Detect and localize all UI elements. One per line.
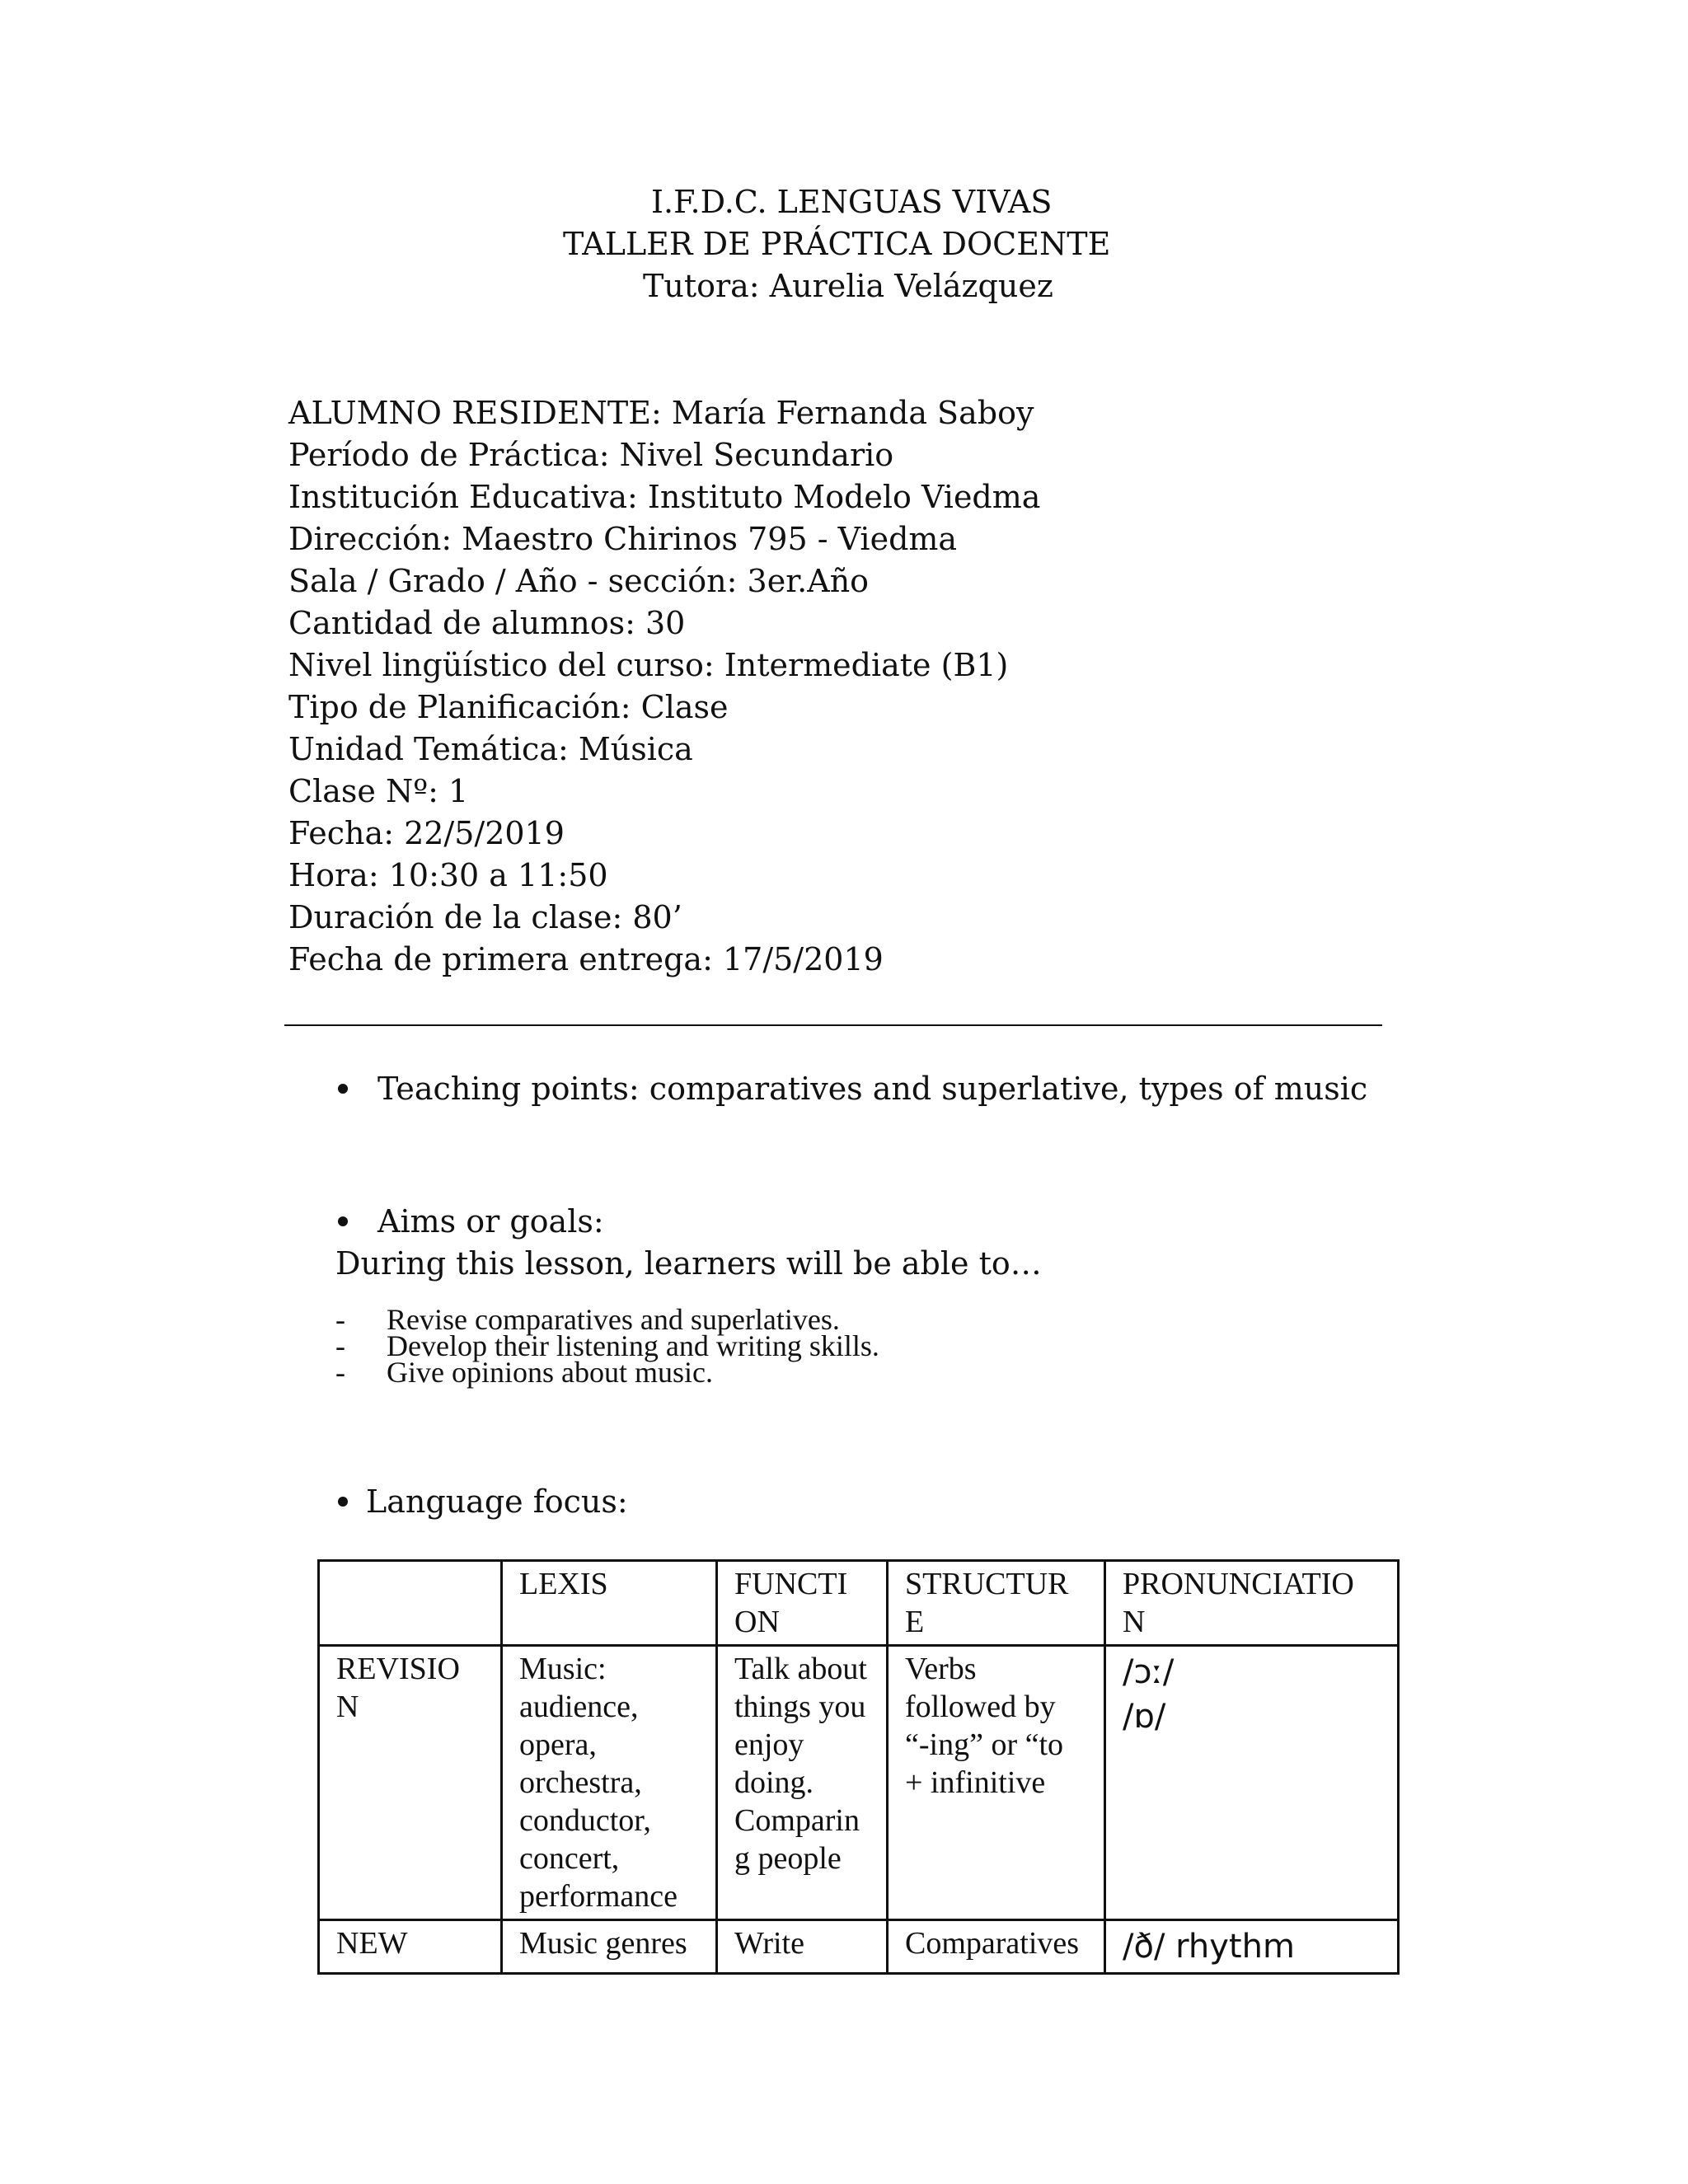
list-item: - Develop their listening and writing skills. <box>335 1329 879 1362</box>
header-cell-pronunciation: PRONUNCIATIO N <box>1105 1561 1399 1646</box>
cell-new-structure: Comparatives <box>888 1920 1105 1974</box>
info-unit: Unidad Temática: Música <box>288 731 693 767</box>
teaching-points-text: Teaching points: comparatives and superlative, types of music <box>377 1071 1368 1107</box>
horizontal-divider <box>284 1024 1382 1026</box>
header-cell-function: FUNCTI ON <box>717 1561 888 1646</box>
language-focus-heading: Language focus: <box>366 1483 628 1520</box>
aims-heading-item <box>338 1203 604 1240</box>
info-duration: Duración de la clase: 80’ <box>288 899 682 935</box>
list-item: - Revise comparatives and superlatives. <box>335 1303 840 1336</box>
aims-heading: Aims or goals: <box>377 1203 604 1240</box>
teaching-points-item <box>338 1071 1367 1107</box>
language-focus-table <box>317 1559 1400 1975</box>
institution-name: I.F.D.C. LENGUAS VIVAS <box>651 184 1053 220</box>
workshop-title: TALLER DE PRÁCTICA DOCENTE <box>563 226 1111 262</box>
row-label-new: NEW <box>319 1920 502 1974</box>
aims-list <box>335 1303 879 1389</box>
dash-icon: - <box>335 1356 345 1389</box>
table-row <box>319 1646 1399 1920</box>
info-level: Nivel lingüístico del curso: Intermediate (B1) <box>288 647 1009 683</box>
info-plan-type: Tipo de Planificación: Clase <box>288 689 729 725</box>
cell-revision-structure: Verbs followed by “-ing” or “to + infinitive <box>888 1646 1105 1920</box>
info-grade: Sala / Grado / Año - sección: 3er.Año <box>288 563 870 599</box>
lesson-info-block <box>288 392 1040 981</box>
dash-icon: - <box>335 1303 345 1336</box>
info-address: Dirección: Maestro Chirinos 795 - Viedma <box>288 521 958 557</box>
dash-icon: - <box>335 1329 345 1362</box>
cell-new-pronunciation: /ð/ rhythm <box>1105 1920 1399 1974</box>
phoneme-1: /ɔː/ <box>1123 1653 1175 1691</box>
list-item: - Give opinions about music. <box>335 1356 713 1389</box>
cell-new-lexis: Music genres <box>502 1920 717 1974</box>
info-student: ALUMNO RESIDENTE: María Fernanda Saboy <box>288 395 1034 431</box>
bullet-icon <box>338 1084 348 1094</box>
language-focus-item <box>338 1483 628 1520</box>
bullet-icon <box>338 1497 348 1507</box>
header-cell-structure: STRUCTUR E <box>888 1561 1105 1646</box>
table-header-row <box>319 1561 1399 1646</box>
cell-revision-pronunciation <box>1105 1646 1399 1920</box>
header-cell-lexis: LEXIS <box>502 1561 717 1646</box>
cell-revision-lexis: Music: audience, opera, orchestra, conductor, concert, performance <box>502 1646 717 1920</box>
phoneme-2: /ɒ/ <box>1123 1698 1166 1736</box>
info-student-count: Cantidad de alumnos: 30 <box>288 605 686 641</box>
header-cell-empty <box>319 1561 502 1646</box>
tutor-name: Tutora: Aurelia Velázquez <box>643 268 1053 304</box>
cell-revision-function: Talk about things you enjoy doing. Comparin g people <box>717 1646 888 1920</box>
table-row <box>319 1920 1399 1974</box>
cell-new-function: Write <box>717 1920 888 1974</box>
info-institution: Institución Educativa: Instituto Modelo Viedma <box>288 479 1041 515</box>
info-first-delivery: Fecha de primera entrega: 17/5/2019 <box>288 941 884 977</box>
info-practice-period: Período de Práctica: Nivel Secundario <box>288 437 894 473</box>
bullet-icon <box>338 1216 348 1226</box>
info-date: Fecha: 22/5/2019 <box>288 815 565 851</box>
info-time: Hora: 10:30 a 11:50 <box>288 857 608 893</box>
aims-intro: During this lesson, learners will be able to… <box>335 1245 1042 1282</box>
info-class-number: Clase Nº: 1 <box>288 773 469 809</box>
row-label-revision: REVISIO N <box>319 1646 502 1920</box>
